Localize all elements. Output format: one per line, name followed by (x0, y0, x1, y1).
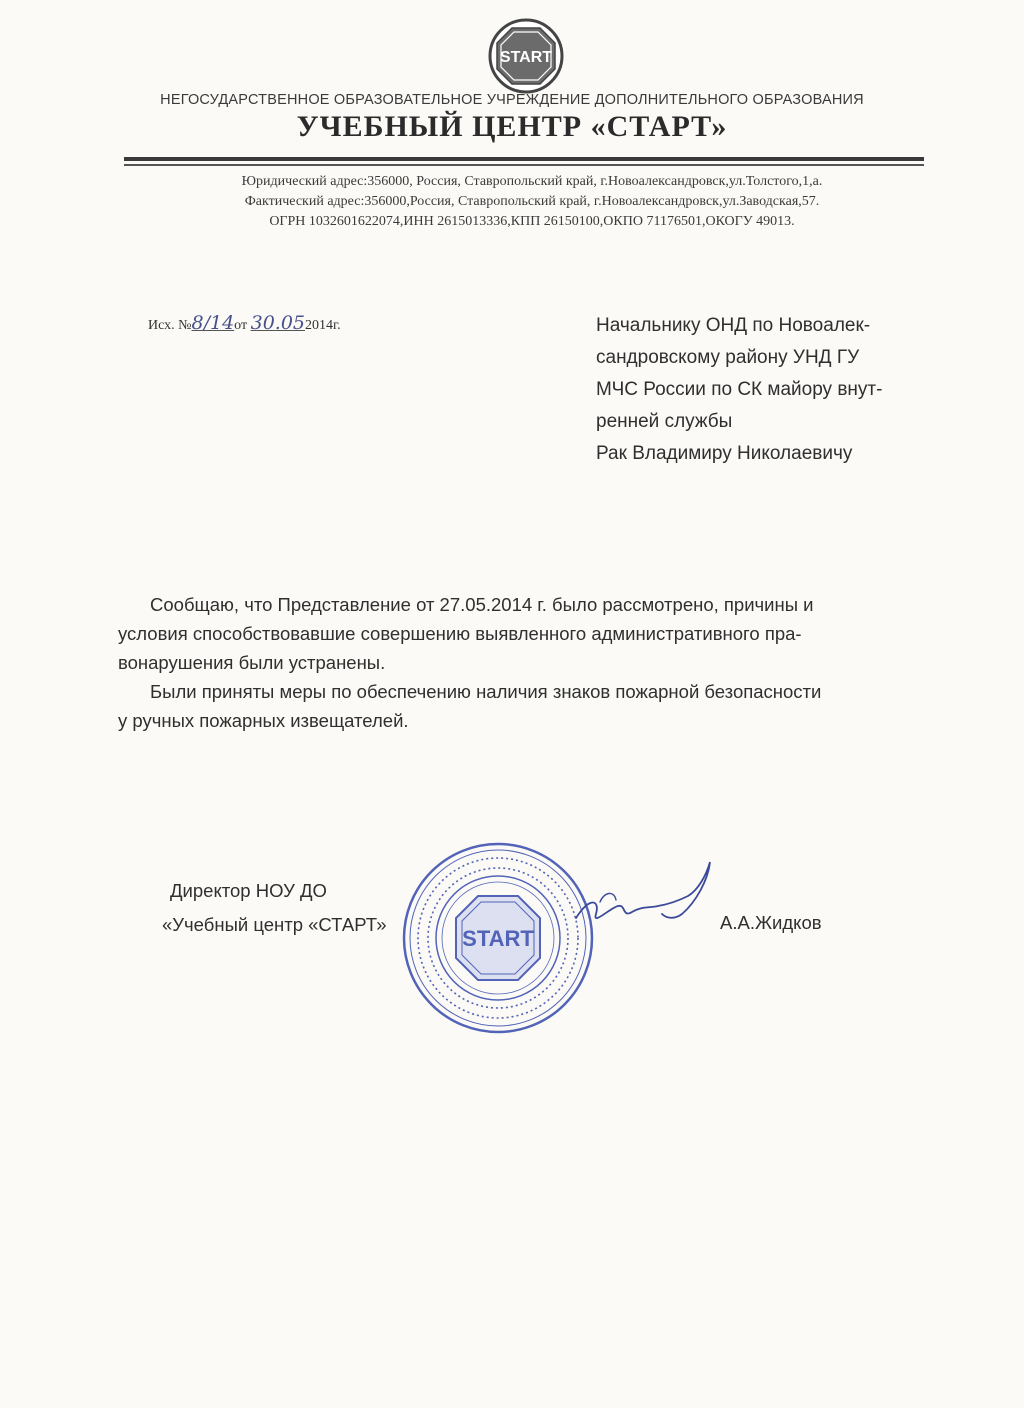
logo-text: START (499, 49, 553, 66)
signer-name: А.А.Жидков (720, 912, 822, 933)
outgoing-prefix: Исх. № (148, 318, 192, 333)
director-title-line2: «Учебный центр «СТАРТ» (162, 914, 387, 935)
outgoing-number: 8/14 (191, 312, 235, 334)
director-title-line1: Директор НОУ ДО (170, 880, 327, 901)
body-line: Были приняты меры по обеспечению наличия знаков пожарной безопасности (150, 681, 822, 702)
outgoing-date: 30.05 (250, 312, 306, 334)
handwritten-signature-icon (570, 856, 720, 946)
body-line: у ручных пожарных извещателей. (118, 710, 409, 731)
addressee-line: Начальнику ОНД по Новоалек- (596, 315, 871, 336)
letter-body (118, 590, 938, 735)
actual-address: Фактический адрес:356000,Россия, Ставропольский край, г.Новоалександровск,ул.Заводская,57. (244, 194, 820, 209)
body-line: вонарушения были устранены. (118, 652, 386, 673)
org-type: НЕГОСУДАРСТВЕННОЕ ОБРАЗОВАТЕЛЬНОЕ УЧРЕЖДЕНИЕ ДОПОЛНИТЕЛЬНОГО ОБРАЗОВАНИЯ (160, 92, 864, 108)
org-name: УЧЕБНЫЙ ЦЕНТР «СТАРТ» (296, 110, 728, 143)
registry-codes: ОГРН 1032601622074,ИНН 2615013336,КПП 26150100,ОКПО 71176501,ОКОГУ 49013. (269, 214, 795, 229)
addressee-line: МЧС России по СК майору внут- (596, 379, 883, 400)
stamp-center-text: START (462, 926, 534, 951)
round-seal-stamp-icon (398, 838, 598, 1038)
director-title (162, 874, 386, 942)
header-rule-thick (124, 157, 924, 161)
body-line: условия способствовавшие совершению выявленного административного пра- (118, 623, 802, 644)
addressee-line: сандровскому району УНД ГУ (596, 347, 860, 368)
outgoing-from-label: от (234, 318, 248, 333)
outgoing-year: 2014г. (305, 318, 341, 333)
outgoing-reference (148, 312, 341, 334)
addressee-line: Рак Владимиру Николаевичу (596, 443, 853, 464)
header-rule-thin (124, 164, 924, 166)
body-line: Сообщаю, что Представление от 27.05.2014 г. было рассмотрено, причины и (150, 594, 814, 615)
addressee-line: ренней службы (596, 411, 733, 432)
start-logo-icon (488, 18, 564, 94)
legal-address: Юридический адрес:356000, Россия, Ставропольский край, г.Новоалександровск,ул.Толстого,1,а. (241, 174, 823, 189)
addressee-block (596, 310, 936, 470)
